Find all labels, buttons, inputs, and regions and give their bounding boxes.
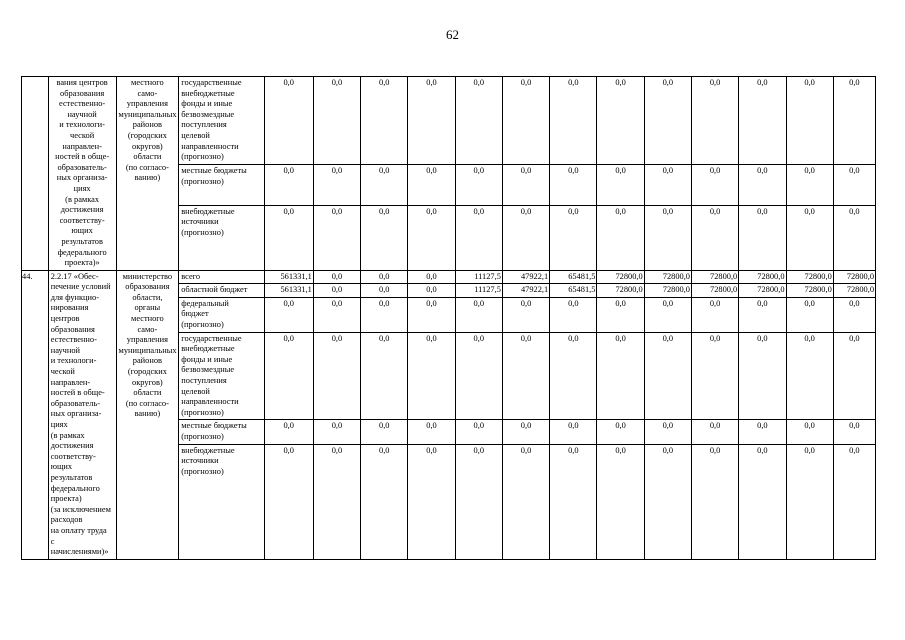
value-cell: 0,0: [739, 420, 786, 444]
value-cell: 0,0: [408, 165, 455, 206]
value-cell: 0,0: [597, 420, 644, 444]
value-cell: 72800,0: [597, 270, 644, 284]
value-cell: 47922,1: [502, 284, 549, 298]
value-cell: 47922,1: [502, 270, 549, 284]
value-cell: 0,0: [739, 205, 786, 270]
value-cell: 0,0: [833, 444, 875, 559]
value-cell: 0,0: [786, 165, 833, 206]
value-cell: 0,0: [264, 444, 313, 559]
source-cell: внебюджетные источники (прогнозно): [179, 205, 264, 270]
value-cell: 0,0: [502, 205, 549, 270]
value-cell: 0,0: [502, 77, 549, 165]
value-cell: 0,0: [833, 205, 875, 270]
value-cell: 0,0: [361, 297, 408, 332]
value-cell: 0,0: [550, 332, 597, 420]
value-cell: 0,0: [550, 420, 597, 444]
value-cell: 0,0: [597, 77, 644, 165]
value-cell: 0,0: [833, 420, 875, 444]
value-cell: 72800,0: [833, 270, 875, 284]
value-cell: 72800,0: [691, 270, 738, 284]
value-cell: 0,0: [313, 420, 360, 444]
source-cell: внебюджетные источники (прогнозно): [179, 444, 264, 559]
executor-cell: министерство образования области, органы местного само- управления муниципальных районов (городских округов) области (по согласо- ванию): [116, 270, 179, 559]
value-cell: 0,0: [644, 77, 691, 165]
value-cell: 0,0: [408, 420, 455, 444]
value-cell: 0,0: [361, 165, 408, 206]
value-cell: 0,0: [644, 205, 691, 270]
value-cell: 0,0: [739, 77, 786, 165]
value-cell: 0,0: [786, 420, 833, 444]
value-cell: 0,0: [264, 205, 313, 270]
row-number-cell: 44.: [22, 270, 49, 559]
value-cell: 0,0: [264, 77, 313, 165]
value-cell: 11127,5: [455, 270, 502, 284]
value-cell: 0,0: [833, 77, 875, 165]
value-cell: 0,0: [691, 420, 738, 444]
value-cell: 0,0: [550, 165, 597, 206]
value-cell: 0,0: [502, 332, 549, 420]
value-cell: 0,0: [313, 297, 360, 332]
value-cell: 0,0: [502, 444, 549, 559]
value-cell: 0,0: [455, 297, 502, 332]
value-cell: 0,0: [361, 284, 408, 298]
value-cell: 0,0: [361, 270, 408, 284]
value-cell: 0,0: [550, 77, 597, 165]
value-cell: 0,0: [408, 284, 455, 298]
source-cell: местные бюджеты (прогнозно): [179, 420, 264, 444]
value-cell: 0,0: [264, 165, 313, 206]
value-cell: 0,0: [361, 444, 408, 559]
value-cell: 0,0: [455, 165, 502, 206]
value-cell: 0,0: [408, 270, 455, 284]
value-cell: 0,0: [408, 297, 455, 332]
value-cell: 0,0: [833, 165, 875, 206]
value-cell: 0,0: [644, 297, 691, 332]
value-cell: 0,0: [313, 77, 360, 165]
value-cell: 0,0: [313, 284, 360, 298]
source-cell: государственные внебюджетные фонды и иные безвозмездные поступления целевой направленности (прогнозно): [179, 77, 264, 165]
budget-table: [21, 76, 876, 560]
value-cell: 72800,0: [739, 284, 786, 298]
value-cell: 72800,0: [644, 270, 691, 284]
value-cell: 0,0: [264, 420, 313, 444]
value-cell: 0,0: [597, 332, 644, 420]
value-cell: 561331,1: [264, 284, 313, 298]
value-cell: 0,0: [691, 77, 738, 165]
value-cell: 72800,0: [833, 284, 875, 298]
value-cell: 0,0: [833, 332, 875, 420]
value-cell: 0,0: [550, 444, 597, 559]
value-cell: 0,0: [361, 77, 408, 165]
value-cell: 0,0: [313, 444, 360, 559]
value-cell: 72800,0: [644, 284, 691, 298]
value-cell: 0,0: [833, 297, 875, 332]
value-cell: 0,0: [597, 444, 644, 559]
event-name-cell: вания центров образования естественно- научной и технологи- ческой направлен- ностей в обще- образователь- ных организа- циях (в рамках достижения соответству- ющих результатов федерального проекта)»: [48, 77, 116, 271]
value-cell: 0,0: [455, 205, 502, 270]
value-cell: 0,0: [502, 297, 549, 332]
value-cell: 0,0: [361, 332, 408, 420]
source-cell: областной бюджет: [179, 284, 264, 298]
value-cell: 0,0: [644, 165, 691, 206]
value-cell: 0,0: [264, 332, 313, 420]
value-cell: 0,0: [502, 420, 549, 444]
value-cell: 72800,0: [739, 270, 786, 284]
event-name-cell: 2.2.17 «Обес- печение условий для функцио- нирования центров образования естественно- научной и технологи- ческой направлен- ностей в обще- образователь- ных организа- циях (в рамках достижения соответству- ющих результатов федерального проекта) (за исключением расходов на оплату труда с начислениями)»: [48, 270, 116, 559]
source-cell: всего: [179, 270, 264, 284]
source-cell: местные бюджеты (прогнозно): [179, 165, 264, 206]
source-cell: государственные внебюджетные фонды и иные безвозмездные поступления целевой направленности (прогнозно): [179, 332, 264, 420]
value-cell: 0,0: [786, 77, 833, 165]
executor-cell: местного само- управления муниципальных районов (городских округов) области (по согласо- ванию): [116, 77, 179, 271]
value-cell: 0,0: [408, 77, 455, 165]
value-cell: 0,0: [455, 77, 502, 165]
value-cell: 0,0: [455, 444, 502, 559]
value-cell: 0,0: [691, 297, 738, 332]
value-cell: 11127,5: [455, 284, 502, 298]
value-cell: 65481,5: [550, 270, 597, 284]
value-cell: 0,0: [644, 444, 691, 559]
value-cell: 561331,1: [264, 270, 313, 284]
value-cell: 0,0: [313, 165, 360, 206]
value-cell: 0,0: [408, 205, 455, 270]
table-row: [22, 270, 876, 284]
value-cell: 0,0: [786, 205, 833, 270]
value-cell: 0,0: [691, 332, 738, 420]
source-cell: федеральный бюджет (прогнозно): [179, 297, 264, 332]
value-cell: 0,0: [313, 332, 360, 420]
value-cell: 0,0: [597, 165, 644, 206]
value-cell: 0,0: [597, 205, 644, 270]
value-cell: 0,0: [313, 270, 360, 284]
value-cell: 0,0: [313, 205, 360, 270]
value-cell: 72800,0: [786, 284, 833, 298]
value-cell: 72800,0: [786, 270, 833, 284]
value-cell: 72800,0: [691, 284, 738, 298]
value-cell: 0,0: [408, 332, 455, 420]
value-cell: 0,0: [691, 205, 738, 270]
value-cell: 0,0: [786, 297, 833, 332]
value-cell: 0,0: [455, 332, 502, 420]
value-cell: 0,0: [550, 297, 597, 332]
value-cell: 0,0: [739, 444, 786, 559]
value-cell: 0,0: [597, 297, 644, 332]
value-cell: 65481,5: [550, 284, 597, 298]
value-cell: 0,0: [739, 297, 786, 332]
value-cell: 0,0: [361, 420, 408, 444]
value-cell: 0,0: [455, 420, 502, 444]
value-cell: 0,0: [550, 205, 597, 270]
value-cell: 0,0: [739, 332, 786, 420]
value-cell: 0,0: [264, 297, 313, 332]
value-cell: 0,0: [644, 332, 691, 420]
value-cell: 0,0: [786, 332, 833, 420]
value-cell: 0,0: [691, 165, 738, 206]
value-cell: 0,0: [739, 165, 786, 206]
value-cell: 0,0: [502, 165, 549, 206]
value-cell: 0,0: [408, 444, 455, 559]
table-row: [22, 77, 876, 165]
value-cell: 0,0: [786, 444, 833, 559]
value-cell: 0,0: [361, 205, 408, 270]
value-cell: 0,0: [644, 420, 691, 444]
row-number-cell: [22, 77, 49, 271]
page-number: 62: [446, 27, 459, 42]
value-cell: 0,0: [691, 444, 738, 559]
value-cell: 72800,0: [597, 284, 644, 298]
